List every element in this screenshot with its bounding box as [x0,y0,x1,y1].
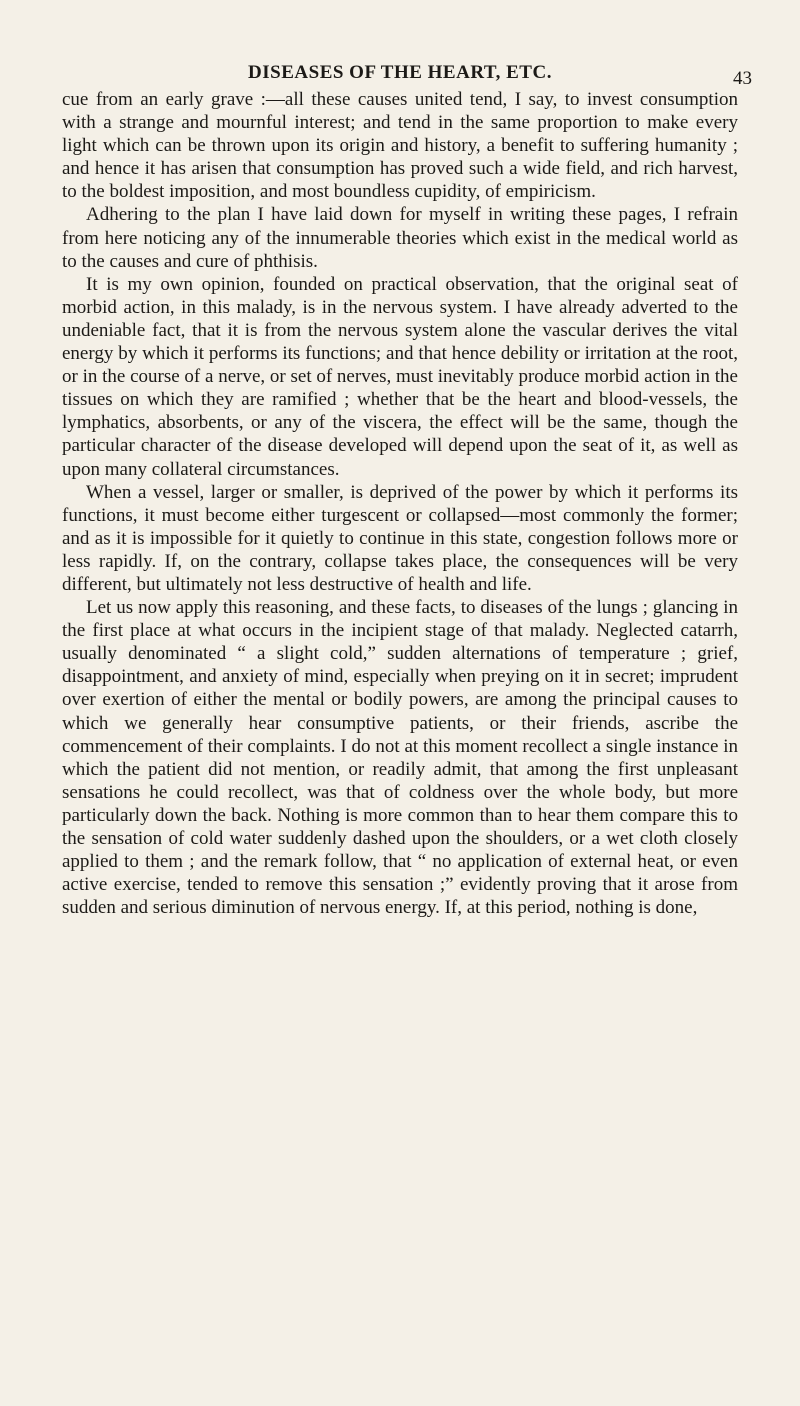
page-number: 43 [733,68,752,89]
paragraph-vessel: When a vessel, larger or smaller, is deprived of the power by which it performs its functions, it must become either turgescent or collapsed—most commonly the former; and as it is impossible for it quietly to continue in this state, congestion follows more or less rapidly. If, on the contrary, collapse takes place, the consequences will be very different, but ultimately not less destructive of health and life. [62,481,738,595]
paragraph-continued: cue from an early grave :—all these causes united tend, I say, to invest consumption with a strange and mournful interest; and tend in the same proportion to make every light which can be thrown upon its origin and history, a benefit to suffering humanity ; and hence it has arisen that consumption has proved such a wide field, and rich harvest, to the boldest imposition, and most boundless cupidity, of empiricism. [62,89,738,203]
paragraph-adhering: Adhering to the plan I have laid down for myself in writing these pages, I refrain from here noticing any of the innumerable theories which exist in the medical world as to the causes and cure of phthisis. [62,204,738,272]
running-head: DISEASES OF THE HEART, ETC. [248,62,552,83]
paragraph-opinion: It is my own opinion, founded on practical observation, that the original seat of morbid action, in this malady, is in the nervous system. I have already adverted to the undeniable fact, that it is from the nervous system alone the vascular derives the vital energy by which it performs its functions; and that hence debility or irritation at the root, or in the course of a nerve, or set of nerves, must inevitably produce morbid action in the tissues on which they are ramified ; whether that be the heart and blood-vessels, the lymphatics, absorbents, or any of the viscera, the effect will be the same, though the particular character of the disease developed will depend upon the seat of it, as well as upon many collateral circumstances. [62,273,738,480]
paragraph-lungs: Let us now apply this reasoning, and these facts, to diseases of the lungs ; glancing in the first place at what occurs in the incipient stage of that malady. Neglected catarrh, usually denominated “ a slight cold,” sudden alternations of temperature ; grief, disappointment, and anxiety of mind, especially when preying on it in secret; imprudent over exertion of either the mental or bodily powers, are among the principal causes to which we generally hear consumptive patients, or their friends, ascribe the commencement of their complaints. I do not at this moment recollect a single instance in which the patient did not mention, or readily admit, that among the first unpleasant sensations he could recollect, was that of coldness over the whole body, but more particularly down the back. Nothing is more common than to hear them compare this to the sensation of cold water suddenly dashed upon the shoulders, or a wet cloth closely applied to them ; and the remark follow, that “ no application of external heat, or even active exercise, tended to remove this sensation ;” evidently proving that it arose from sudden and serious diminution of nervous energy. If, at this period, nothing is done, [62,597,738,919]
body-text [62,88,738,919]
